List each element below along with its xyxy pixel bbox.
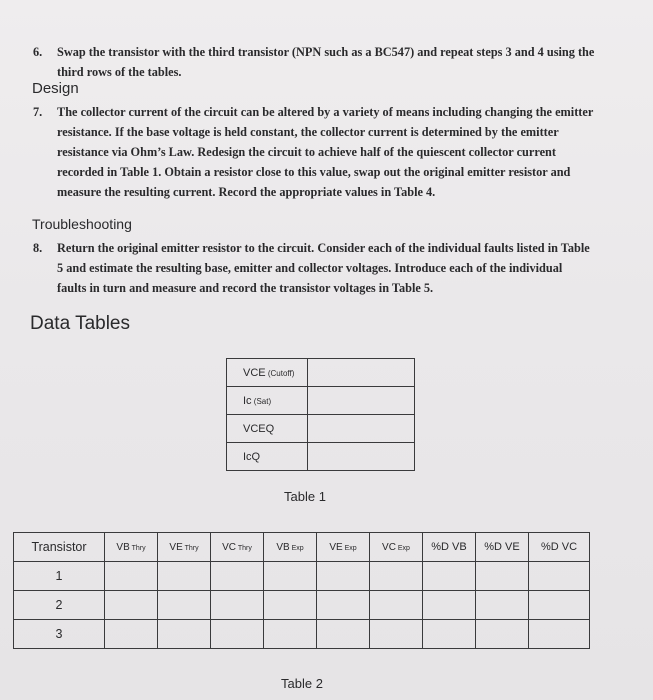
table-row [14,620,590,649]
data-cell[interactable] [264,620,317,649]
data-cell[interactable] [529,562,590,591]
column-header: VE Exp [317,533,370,562]
data-cell[interactable] [264,562,317,591]
column-header: %D VB [423,533,476,562]
table1-value-cell[interactable] [308,443,415,471]
table1-label: IcQ [227,443,308,471]
data-cell[interactable] [529,591,590,620]
step-line: faults in turn and measure and record the transistor voltages in Table 5. [57,281,434,295]
data-cell[interactable] [158,620,211,649]
heading-troubleshooting: Troubleshooting [32,216,132,232]
table1-value-cell[interactable] [308,387,415,415]
data-cell[interactable] [211,591,264,620]
table1-value-cell[interactable] [308,415,415,443]
column-header: VB Exp [264,533,317,562]
step-line: recorded in Table 1. Obtain a resistor close to this value, swap out the original emitter resistor and [57,165,571,179]
data-cell[interactable] [105,591,158,620]
data-cell[interactable] [476,620,529,649]
table1-label: VCE (Cutoff) [227,359,308,387]
data-cell[interactable] [105,562,158,591]
transistor-cell: 1 [14,562,105,591]
table-1-caption: Table 1 [284,489,326,504]
step-line: resistance. If the base voltage is held constant, the collector current is determined by the emitter [57,125,559,139]
data-cell[interactable] [423,620,476,649]
column-header: VC Thry [211,533,264,562]
data-cell[interactable] [264,591,317,620]
step-number: 6. [33,45,43,59]
table-2-caption: Table 2 [281,676,323,691]
column-header: %D VE [476,533,529,562]
table1-value-cell[interactable] [308,359,415,387]
data-cell[interactable] [423,591,476,620]
table-row [227,443,415,471]
heading-data-tables: Data Tables [30,313,130,334]
step-line: 5 and estimate the resulting base, emitter and collector voltages. Introduce each of the individual [57,261,563,275]
data-cell[interactable] [370,591,423,620]
data-cell[interactable] [370,562,423,591]
step-number: 8. [33,241,43,255]
step-line: measure the resulting current. Record the appropriate values in Table 4. [57,185,436,199]
data-cell[interactable] [105,620,158,649]
data-cell[interactable] [317,562,370,591]
step-line: third rows of the tables. [57,65,182,79]
table-row [227,359,415,387]
table-header-row [14,533,590,562]
transistor-cell: 3 [14,620,105,649]
data-cell[interactable] [317,591,370,620]
data-cell[interactable] [423,562,476,591]
data-cell[interactable] [317,620,370,649]
table-row [14,591,590,620]
table-row [14,562,590,591]
table-row [227,387,415,415]
step-number: 7. [33,105,43,119]
data-cell[interactable] [211,562,264,591]
transistor-cell: 2 [14,591,105,620]
table-2 [13,532,590,649]
step-line: Swap the transistor with the third transistor (NPN such as a BC547) and repeat steps 3 and 4 using the [57,45,595,59]
table-1 [226,358,415,471]
table1-label: Ic (Sat) [227,387,308,415]
data-cell[interactable] [158,591,211,620]
column-header: VB Thry [105,533,158,562]
heading-design: Design [32,80,79,97]
table1-label: VCEQ [227,415,308,443]
column-header: Transistor [14,533,105,562]
data-cell[interactable] [476,562,529,591]
data-cell[interactable] [211,620,264,649]
step-line: Return the original emitter resistor to the circuit. Consider each of the individual faults listed in Table [57,241,590,255]
table-row [227,415,415,443]
data-cell[interactable] [158,562,211,591]
step-line: resistance via Ohm’s Law. Redesign the circuit to achieve half of the quiescent collector current [57,145,556,159]
data-cell[interactable] [476,591,529,620]
step-line: The collector current of the circuit can be altered by a variety of means including changing the emitter [57,105,594,119]
column-header: %D VC [529,533,590,562]
data-cell[interactable] [529,620,590,649]
data-cell[interactable] [370,620,423,649]
column-header: VE Thry [158,533,211,562]
column-header: VC Exp [370,533,423,562]
